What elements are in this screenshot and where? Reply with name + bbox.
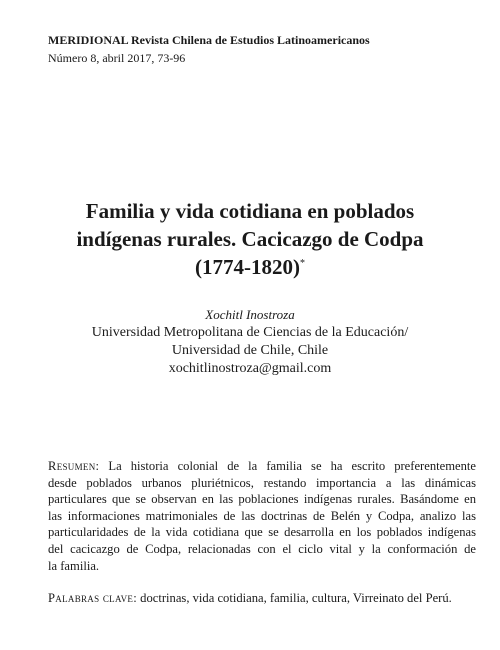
- abstract-line-4: las informaciones matrimoniales de las doctrinas de Belén y Codpa, analizo las: [48, 508, 476, 523]
- title-line-1: Familia y vida cotidiana en poblados: [85, 199, 415, 223]
- keywords-text: doctrinas, vida cotidiana, familia, cultura, Virreinato del Perú.: [140, 591, 452, 605]
- title-line-2: indígenas rurales. Cacicazgo de Codpa: [76, 227, 424, 251]
- keywords: [48, 590, 476, 607]
- journal-name: MERIDIONAL Revista Chilena de Estudios Latinoamericanos: [48, 33, 370, 47]
- author-email[interactable]: xochitlinostroza@gmail.com: [168, 361, 332, 376]
- author-block: [20, 306, 480, 378]
- article-title: [20, 197, 480, 281]
- issue-info: Número 8, abril 2017, 73-96: [48, 51, 186, 65]
- abstract-line-1: [48, 458, 476, 475]
- abstract-line-7: la familia.: [48, 558, 100, 573]
- keywords-label: Palabras clave:: [48, 591, 137, 605]
- abstract-line-5: particularidades de la vida cotidiana que se desarrolla en los poblados indígenas: [48, 525, 476, 540]
- affiliation-line-1: Universidad Metropolitana de Ciencias de la Educación/: [91, 325, 409, 340]
- title-line-3: [20, 253, 480, 281]
- abstract-line-6: del cacicazgo de Codpa, relacionadas con el ciclo vital y la conformación de: [48, 541, 476, 556]
- title-line-3-text: (1774-1820): [195, 255, 300, 279]
- author-name: Xochitl Inostroza: [205, 307, 295, 322]
- abstract: [48, 458, 476, 574]
- footnote-marker[interactable]: *: [299, 258, 305, 269]
- abstract-line-2: desde poblados urbanos pluriétnicos, restando importancia a las dinámicas: [48, 475, 476, 490]
- abstract-line-3: particulares que se observan en las poblaciones indígenas rurales. Basándome en: [48, 492, 476, 507]
- journal-header: [48, 32, 468, 66]
- abstract-label: Resumen:: [48, 459, 100, 473]
- abstract-line-1-text: La historia colonial de la familia se ha escrito preferentemente: [108, 459, 476, 473]
- affiliation-line-2: Universidad de Chile, Chile: [171, 343, 329, 358]
